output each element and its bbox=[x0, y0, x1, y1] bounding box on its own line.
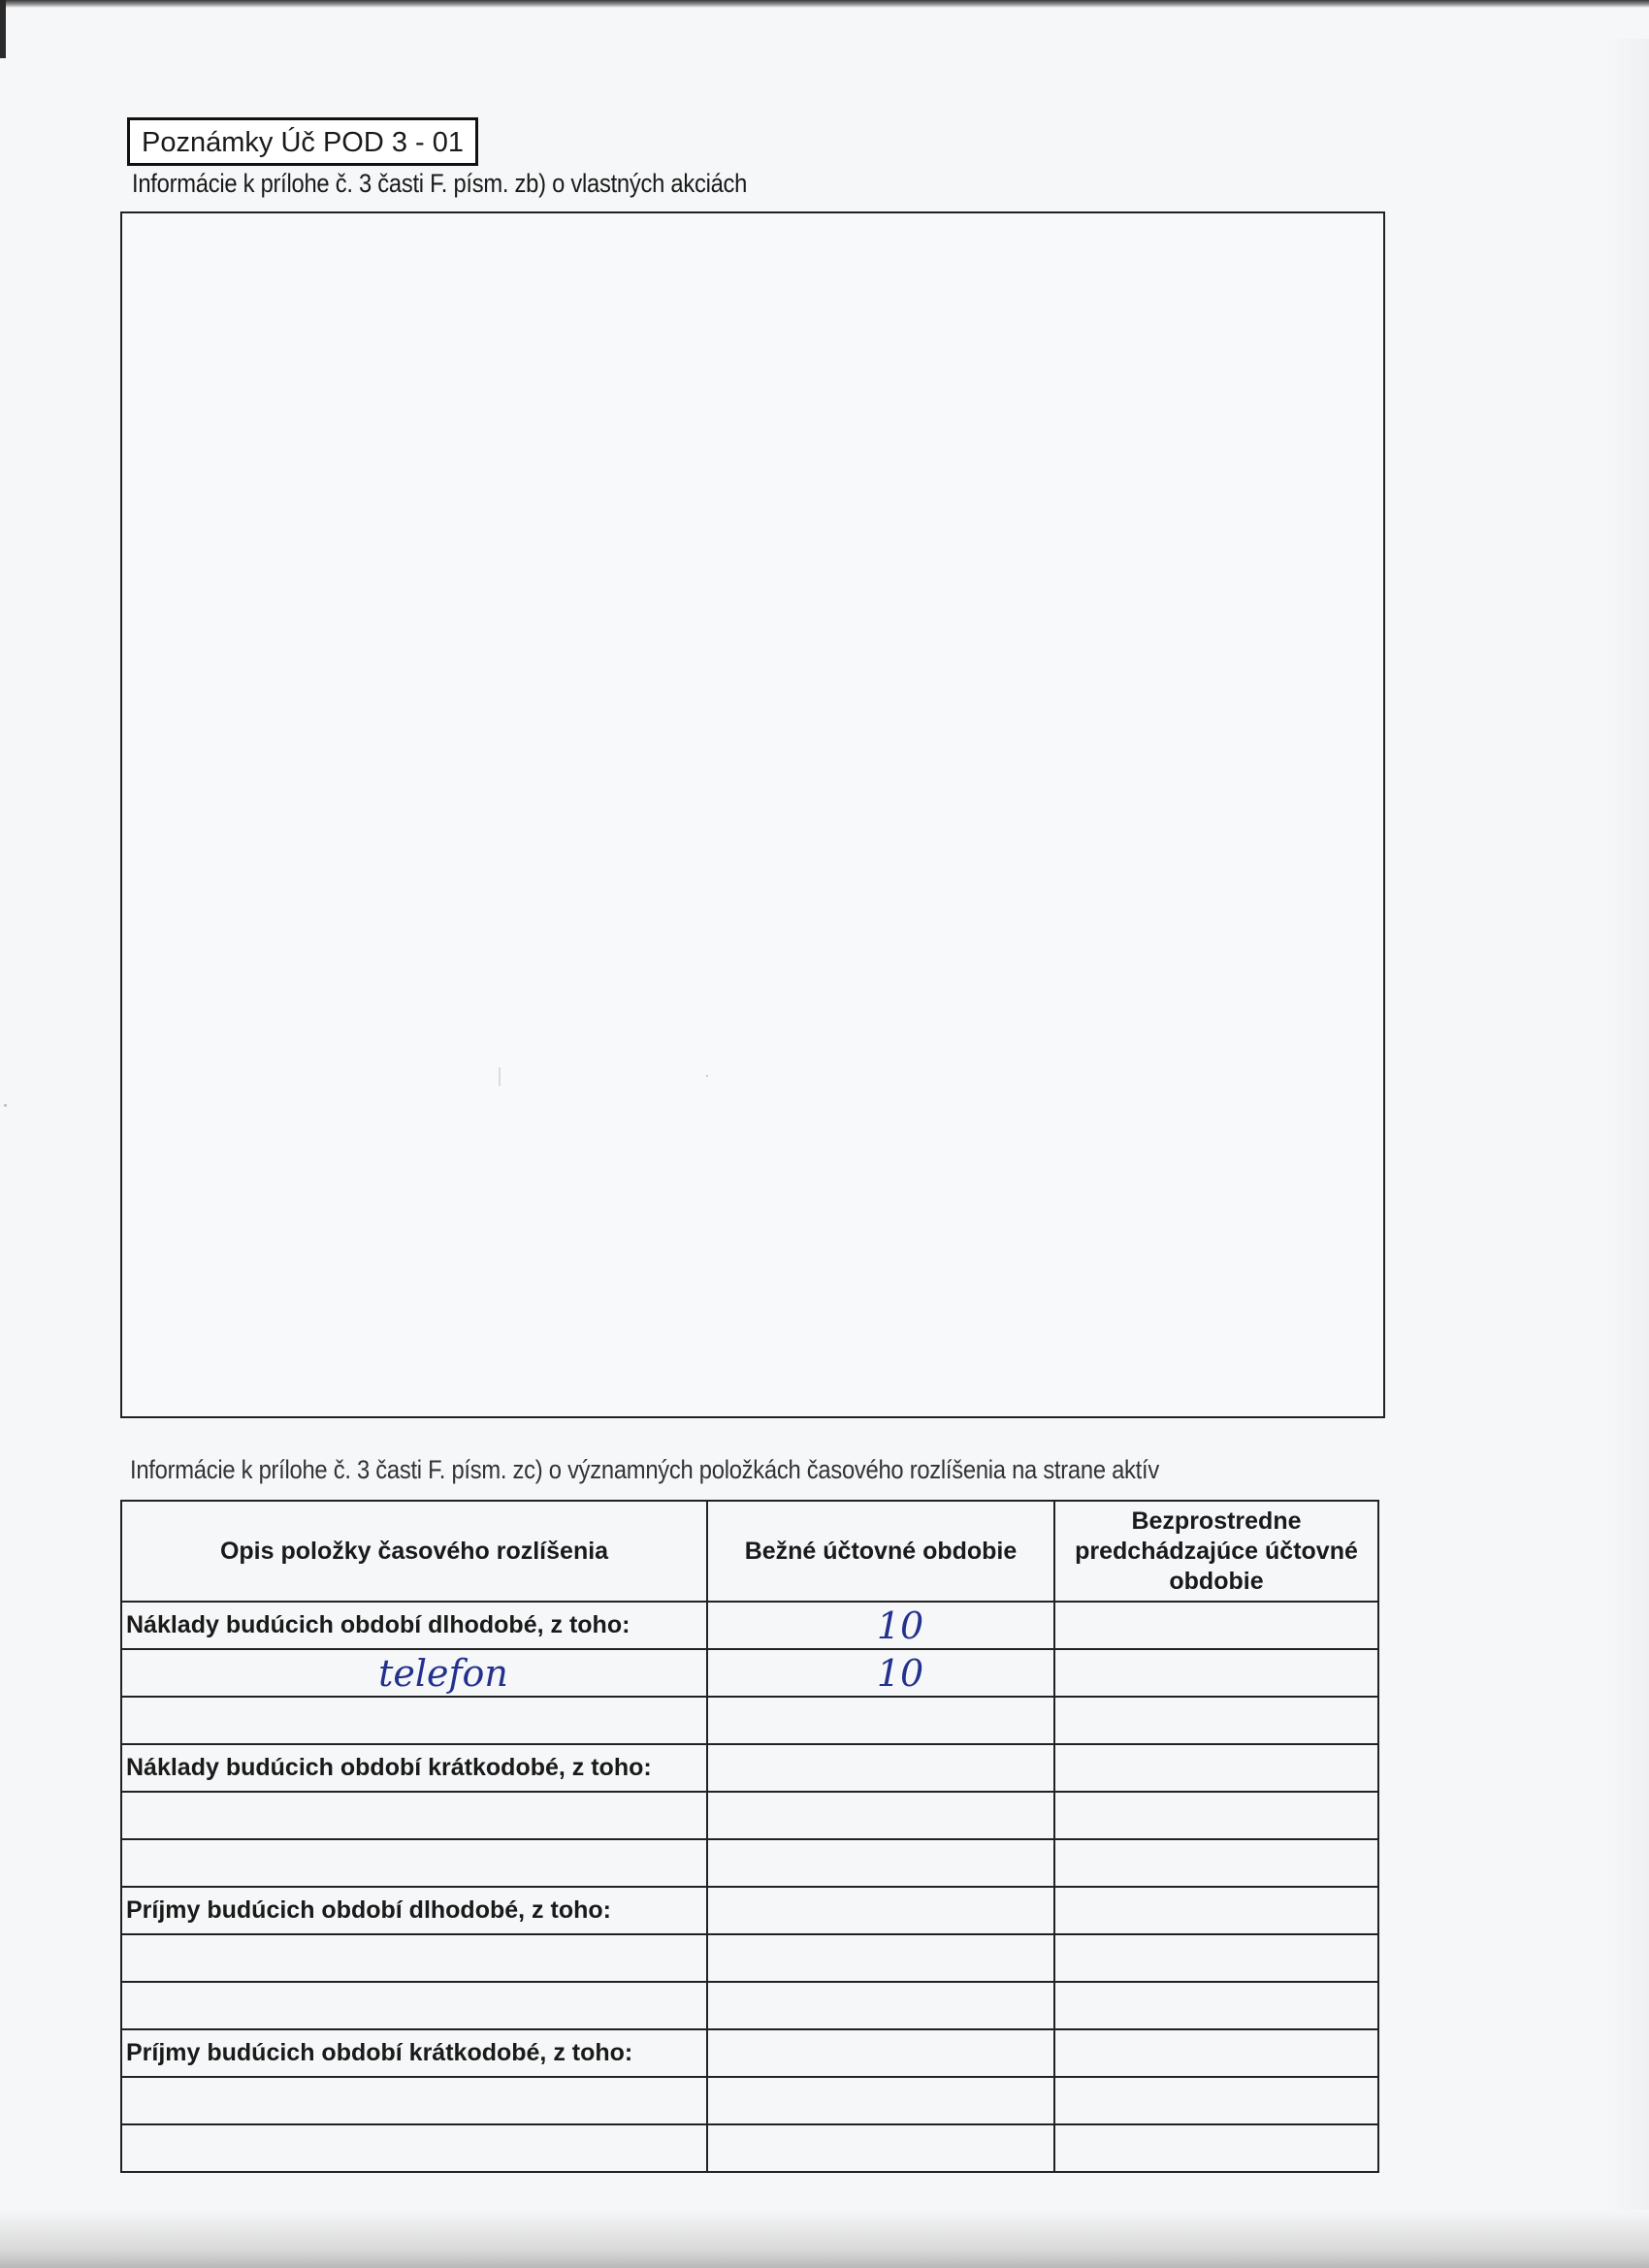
cell-description[interactable]: Príjmy budúcich období krátkodobé, z toho: bbox=[121, 2029, 707, 2077]
table-row bbox=[121, 2077, 1378, 2124]
cell-current-period[interactable]: 10 bbox=[707, 1602, 1054, 1649]
table-row bbox=[121, 2124, 1378, 2172]
scan-speck bbox=[4, 1104, 7, 1107]
scan-edge-right bbox=[1604, 39, 1649, 2231]
cell-description[interactable]: Náklady budúcich období krátkodobé, z toho: bbox=[121, 1744, 707, 1792]
cell-previous-period[interactable] bbox=[1054, 1839, 1378, 1887]
table-row bbox=[121, 1887, 1378, 1934]
cell-current-period[interactable] bbox=[707, 1792, 1054, 1839]
scan-edge-bottom bbox=[0, 2210, 1649, 2268]
cell-current-period[interactable] bbox=[707, 1839, 1054, 1887]
cell-previous-period[interactable] bbox=[1054, 1744, 1378, 1792]
table-row bbox=[121, 1792, 1378, 1839]
cell-description[interactable]: telefon bbox=[121, 1649, 707, 1697]
own-shares-info-box bbox=[120, 211, 1385, 1418]
cell-previous-period[interactable] bbox=[1054, 1934, 1378, 1982]
scan-speck bbox=[706, 1075, 708, 1077]
cell-current-period[interactable] bbox=[707, 1697, 1054, 1744]
cell-current-period[interactable] bbox=[707, 1744, 1054, 1792]
cell-description[interactable]: Náklady budúcich období dlhodobé, z toho: bbox=[121, 1602, 707, 1649]
column-header-description: Opis položky časového rozlíšenia bbox=[121, 1501, 707, 1602]
table-header-row bbox=[121, 1501, 1378, 1602]
cell-previous-period[interactable] bbox=[1054, 1887, 1378, 1934]
cell-description[interactable] bbox=[121, 2077, 707, 2124]
cell-description[interactable] bbox=[121, 1697, 707, 1744]
cell-current-period[interactable] bbox=[707, 1982, 1054, 2029]
cell-description[interactable] bbox=[121, 1982, 707, 2029]
scan-edge-top bbox=[0, 0, 1649, 8]
cell-current-period[interactable] bbox=[707, 2077, 1054, 2124]
cell-description[interactable] bbox=[121, 1792, 707, 1839]
cell-description[interactable]: Príjmy budúcich období dlhodobé, z toho: bbox=[121, 1887, 707, 1934]
column-header-current-period: Bežné účtovné obdobie bbox=[707, 1501, 1054, 1602]
cell-current-period[interactable] bbox=[707, 2124, 1054, 2172]
cell-previous-period[interactable] bbox=[1054, 2077, 1378, 2124]
cell-current-period[interactable] bbox=[707, 1887, 1054, 1934]
table-row bbox=[121, 1839, 1378, 1887]
scan-edge-left bbox=[0, 0, 6, 58]
table-row bbox=[121, 1602, 1378, 1649]
cell-previous-period[interactable] bbox=[1054, 1602, 1378, 1649]
table-row bbox=[121, 1649, 1378, 1697]
cell-description[interactable] bbox=[121, 2124, 707, 2172]
cell-previous-period[interactable] bbox=[1054, 1982, 1378, 2029]
cell-description[interactable] bbox=[121, 1934, 707, 1982]
table-row bbox=[121, 2029, 1378, 2077]
cell-previous-period[interactable] bbox=[1054, 2124, 1378, 2172]
table-body bbox=[121, 1602, 1378, 2172]
table-row bbox=[121, 1982, 1378, 2029]
section-zc-caption: Informácie k prílohe č. 3 časti F. písm. zc) o významných položkách časového rozlíšenia na strane aktív bbox=[130, 1455, 1159, 1484]
form-code-label: Poznámky Úč POD 3 - 01 bbox=[127, 117, 478, 166]
cell-current-period[interactable]: 10 bbox=[707, 1649, 1054, 1697]
cell-description[interactable] bbox=[121, 1839, 707, 1887]
cell-current-period[interactable] bbox=[707, 2029, 1054, 2077]
cell-previous-period[interactable] bbox=[1054, 2029, 1378, 2077]
table-row bbox=[121, 1697, 1378, 1744]
cell-previous-period[interactable] bbox=[1054, 1697, 1378, 1744]
cell-previous-period[interactable] bbox=[1054, 1792, 1378, 1839]
table-row bbox=[121, 1934, 1378, 1982]
column-header-previous-period: Bezprostredne predchádzajúce účtovné obdobie bbox=[1054, 1501, 1378, 1602]
cell-current-period[interactable] bbox=[707, 1934, 1054, 1982]
section-zb-caption: Informácie k prílohe č. 3 časti F. písm. zb) o vlastných akciách bbox=[132, 169, 748, 198]
accruals-table bbox=[120, 1500, 1379, 2173]
table-row bbox=[121, 1744, 1378, 1792]
cell-previous-period[interactable] bbox=[1054, 1649, 1378, 1697]
scan-speck bbox=[499, 1067, 501, 1086]
